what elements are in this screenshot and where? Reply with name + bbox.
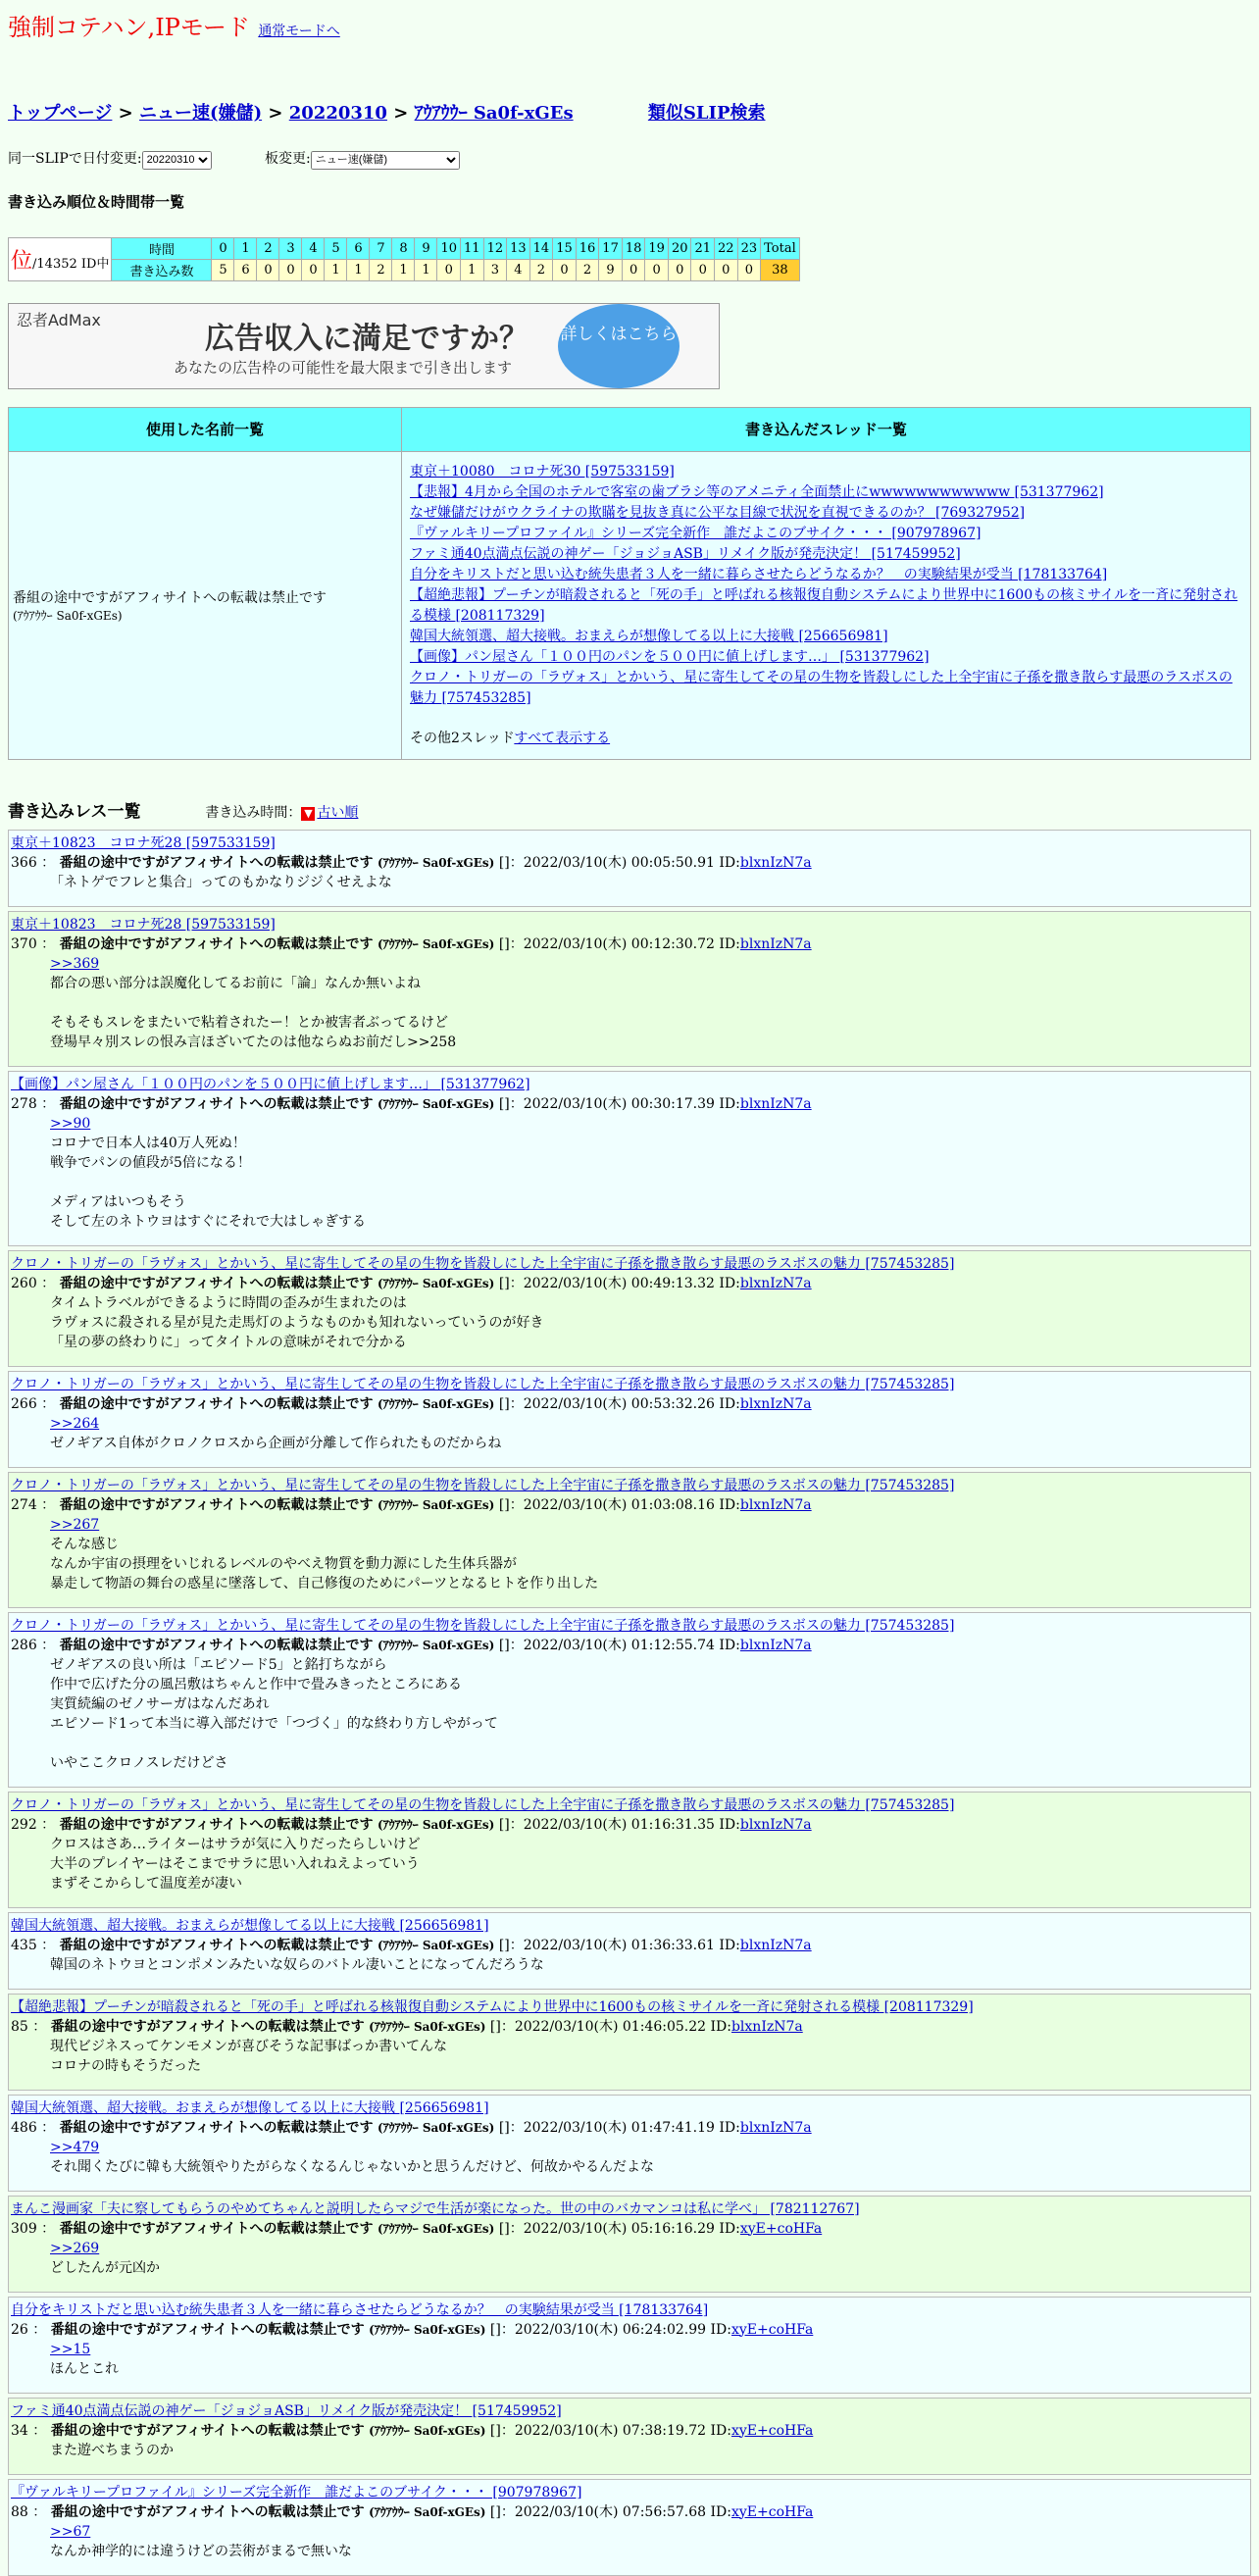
post-line: そんな感じ xyxy=(50,1536,119,1552)
thread-link[interactable]: クロノ・トリガーの「ラヴォス」とかいう、星に寄生してその星の生物を皆殺しにした上全宇宙に子孫を撒き散らす最悪のラスボスの魅力 [757453285] xyxy=(410,669,1233,706)
hour-cell: 22 xyxy=(715,237,738,259)
post-line: なんか神学的には違うけどの芸術がまるで無いな xyxy=(50,2543,352,2559)
post xyxy=(8,1912,1251,1990)
hour-cell: 14 xyxy=(529,237,553,259)
post-name: 番組の途中ですがアフィサイトへの転載は禁止です xyxy=(59,1395,374,1412)
post-line: 韓国のネトウヨとコンポメンみたいな奴らのバトル凄いことになってんだろうな xyxy=(50,1956,544,1973)
post-slip: (ｱｳｱｳｳｰ Sa0f-xGEs) xyxy=(369,2322,486,2337)
post-name: 番組の途中ですがアフィサイトへの転載は禁止です xyxy=(50,2018,365,2035)
post-date: []：2022/03/10(木) 07:56:57.68 ID: xyxy=(489,2503,731,2520)
post-thread-link[interactable]: クロノ・トリガーの「ラヴォス」とかいう、星に寄生してその星の生物を皆殺しにした上全宇宙に子孫を撒き散らす最悪のラスボスの魅力 [757453285] xyxy=(11,1477,955,1493)
post xyxy=(8,830,1251,907)
count-cell: 0 xyxy=(302,259,325,280)
post-name: 番組の途中ですがアフィサイトへの転載は禁止です xyxy=(59,1637,374,1653)
responses-header xyxy=(8,797,1251,822)
count-cell: 1 xyxy=(325,259,347,280)
thread-link[interactable]: 【超絶悲報】プーチンが暗殺されると「死の手」と呼ばれる核報復自動システムにより世界中に1600もの核ミサイルを一斉に発射される模様 [208117329] xyxy=(410,586,1238,624)
post-slip: (ｱｳｱｳｳｰ Sa0f-xGEs) xyxy=(378,936,495,951)
post-meta: 266 ： 番組の途中ですがアフィサイトへの転載は禁止です (ｱｳｱｳｳｰ Sa0f-xGEs) []：2022/03/10(木) 00:53:32.26 ID:blxnIzN7a xyxy=(11,1395,812,1412)
post-id-link[interactable]: blxnIzN7a xyxy=(739,1496,812,1513)
post-thread-link[interactable]: 韓国大統領選、超大接戦。おまえらが想像してる以上に大接戦 [256656981] xyxy=(11,2099,489,2116)
post-blank-line xyxy=(50,1173,1248,1192)
post-body xyxy=(11,1414,1248,1453)
post-slip: (ｱｳｱｳｳｰ Sa0f-xGEs) xyxy=(369,2423,486,2438)
ad-banner[interactable] xyxy=(8,303,720,389)
post-thread-link[interactable]: 韓国大統領選、超大接戦。おまえらが想像してる以上に大接戦 [256656981] xyxy=(11,1917,489,1934)
post-name: 番組の途中ですがアフィサイトへの転載は禁止です xyxy=(59,935,374,952)
select-row xyxy=(8,148,1251,170)
post-number: 370 xyxy=(11,935,37,952)
post xyxy=(8,1472,1251,1608)
post-id-link[interactable]: blxnIzN7a xyxy=(739,1275,812,1291)
hour-cell: 0 xyxy=(212,237,234,259)
post-date: []：2022/03/10(木) 01:47:41.19 ID: xyxy=(498,2119,740,2136)
thread-list xyxy=(410,462,1242,709)
post-body xyxy=(11,2340,1248,2379)
count-cell: 0 xyxy=(622,259,645,280)
post-date: []：2022/03/10(木) 00:53:32.26 ID: xyxy=(498,1395,740,1412)
post-meta: 309 ： 番組の途中ですがアフィサイトへの転載は禁止です (ｱｳｱｳｳｰ Sa0f-xGEs) []：2022/03/10(木) 05:16:16.29 ID:xyE+coHFa xyxy=(11,2220,823,2237)
post-thread-link[interactable]: 東京＋10823 コロナ死28 [597533159] xyxy=(11,834,276,851)
date-change-label: 同一SLIPで日付変更: xyxy=(8,151,142,167)
post xyxy=(8,2297,1251,2394)
order-control xyxy=(205,805,358,821)
count-cell: 0 xyxy=(691,259,715,280)
hour-cell: 23 xyxy=(737,237,761,259)
post-id-link[interactable]: blxnIzN7a xyxy=(739,935,812,952)
post-meta: 34 ： 番組の途中ですがアフィサイトへの転載は禁止です (ｱｳｱｳｳｰ Sa0f-xGEs) []：2022/03/10(木) 07:38:19.72 ID:xyE+coHFa xyxy=(11,2422,814,2439)
post-line: 実質続編のゼノサーガはなんだあれ xyxy=(50,1695,270,1712)
post-line: 作中で広げた分の風呂敷はちゃんと作中で畳みきったところにある xyxy=(50,1676,462,1692)
anchor-link[interactable]: >>267 xyxy=(50,1516,100,1533)
post-id-link[interactable]: blxnIzN7a xyxy=(739,1395,812,1412)
post-line: そもそもスレをまたいで粘着されたー！とか被害者ぶってるけど xyxy=(50,1014,448,1031)
rank-mark: 位 xyxy=(11,248,33,274)
post-thread-link[interactable]: 【画像】パン屋さん「１００円のパンを５００円に値上げします…」 [531377962] xyxy=(11,1076,530,1092)
post-meta: 260 ： 番組の途中ですがアフィサイトへの転載は禁止です (ｱｳｱｳｳｰ Sa0f-xGEs) []：2022/03/10(木) 00:49:13.32 ID:blxnIzN7a xyxy=(11,1275,812,1291)
post-date: []：2022/03/10(木) 01:46:05.22 ID: xyxy=(489,2018,731,2035)
hour-cell: 2 xyxy=(257,237,279,259)
count-cell: 6 xyxy=(234,259,257,280)
post xyxy=(8,1250,1251,1367)
post-line: 「星の夢の終わりに」ってタイトルの意味がそれで分かる xyxy=(50,1334,407,1350)
post-date: []：2022/03/10(木) 01:36:33.61 ID: xyxy=(498,1937,740,1953)
post-id-link[interactable]: xyE+coHFa xyxy=(730,2503,814,2520)
hour-cell: 5 xyxy=(325,237,347,259)
count-cell: 0 xyxy=(668,259,691,280)
date-select[interactable] xyxy=(142,151,212,170)
post-id-link[interactable]: blxnIzN7a xyxy=(739,2119,812,2136)
post xyxy=(8,1994,1251,2091)
post-slip: (ｱｳｱｳｳｰ Sa0f-xGEs) xyxy=(378,1817,495,1832)
post xyxy=(8,2196,1251,2293)
hour-cell: 9 xyxy=(415,237,437,259)
post-number: 278 xyxy=(11,1095,37,1112)
post-slip: (ｱｳｱｳｳｰ Sa0f-xGEs) xyxy=(378,1497,495,1512)
count-cell: 4 xyxy=(507,259,530,280)
hour-cell: 12 xyxy=(483,237,507,259)
post-id-link[interactable]: blxnIzN7a xyxy=(739,1816,812,1833)
post-number: 260 xyxy=(11,1275,37,1291)
post-line: 戦争でパンの値段が5倍になる！ xyxy=(50,1154,251,1171)
post-meta: 292 ： 番組の途中ですがアフィサイトへの転載は禁止です (ｱｳｱｳｳｰ Sa0f-xGEs) []：2022/03/10(木) 01:16:31.35 ID:blxnIzN7a xyxy=(11,1816,812,1833)
post-body xyxy=(11,1293,1248,1352)
hour-cell: 8 xyxy=(392,237,415,259)
post-line: なんか宇宙の摂理をいじれるレベルのやべえ物質を動力源にした生体兵器が xyxy=(50,1555,517,1572)
post-date: []：2022/03/10(木) 05:16:16.29 ID: xyxy=(498,2220,740,2237)
post-number: 85 xyxy=(11,2018,28,2035)
post-id-link[interactable]: xyE+coHFa xyxy=(730,2321,814,2338)
post-body xyxy=(11,2239,1248,2278)
board-select[interactable] xyxy=(311,151,460,170)
count-cell: 3 xyxy=(483,259,507,280)
hour-cell: 3 xyxy=(279,237,302,259)
breadcrumb-sep: > xyxy=(118,103,133,124)
anchor-link[interactable]: >>369 xyxy=(50,955,100,972)
post-meta: 366 ： 番組の途中ですがアフィサイトへの転載は禁止です (ｱｳｱｳｳｰ Sa0f-xGEs) []：2022/03/10(木) 00:05:50.91 ID:blxnIzN7a xyxy=(11,854,812,871)
post-line: 暴走して物語の舞台の惑星に墜落して、自己修復のためにパーツとなるヒトを作り出した xyxy=(50,1575,599,1591)
post-body xyxy=(11,2522,1248,2561)
post-body xyxy=(11,2441,1248,2460)
post-id-link[interactable]: blxnIzN7a xyxy=(739,1095,812,1112)
breadcrumb-top[interactable]: トップページ xyxy=(8,103,113,124)
ad-cta[interactable]: 詳しくはこちら xyxy=(558,304,680,388)
post-thread-link[interactable]: ファミ通40点満点伝説の神ゲー「ジョジョASB」リメイク版が発売決定！ [517459952] xyxy=(11,2402,562,2419)
post xyxy=(8,1612,1251,1788)
similar-slip-search-link[interactable]: 類似SLIP検索 xyxy=(647,103,766,124)
post-body xyxy=(11,1655,1248,1773)
post-body xyxy=(11,1515,1248,1593)
post-number: 266 xyxy=(11,1395,37,1412)
post-slip: (ｱｳｱｳｳｰ Sa0f-xGEs) xyxy=(378,855,495,870)
hour-cell: 6 xyxy=(347,237,370,259)
post xyxy=(8,2095,1251,2192)
post-number: 274 xyxy=(11,1496,37,1513)
show-all-link[interactable]: すべて表示する xyxy=(514,730,611,746)
post-meta: 370 ： 番組の途中ですがアフィサイトへの転載は禁止です (ｱｳｱｳｳｰ Sa0f-xGEs) []：2022/03/10(木) 00:12:30.72 ID:blxnIzN7a xyxy=(11,935,812,952)
thread-link[interactable]: 韓国大統領選、超大接戦。おまえらが想像してる以上に大接戦 [256656981] xyxy=(410,628,888,644)
ranking-table xyxy=(8,237,800,281)
post-thread-link[interactable]: 東京＋10823 コロナ死28 [597533159] xyxy=(11,916,276,933)
order-label: 書き込み時間： xyxy=(205,804,302,821)
other-threads xyxy=(410,729,1242,749)
breadcrumb-board[interactable]: ニュー速(嫌儲) xyxy=(139,103,263,124)
post-line: クロスはさあ…ライターはサラが気に入りだったらしいけど xyxy=(50,1836,421,1852)
hour-cell: 11 xyxy=(461,237,484,259)
post-body xyxy=(11,873,1248,892)
post-name: 番組の途中ですがアフィサイトへの転載は禁止です xyxy=(59,1095,374,1112)
post-date: []：2022/03/10(木) 00:12:30.72 ID: xyxy=(498,935,740,952)
hour-cell: 18 xyxy=(622,237,645,259)
thread-link[interactable]: ファミ通40点満点伝説の神ゲー「ジョジョASB」リメイク版が発売決定！ [517459952] xyxy=(410,545,961,562)
sort-down-icon: ▼ xyxy=(301,807,315,821)
post-line: 都合の悪い部分は誤魔化してるお前に「論」なんか無いよね xyxy=(50,975,421,991)
post-line: 現代ビジネスってケンモメンが喜びそうな記事ばっか書いてんな xyxy=(50,2038,448,2054)
hour-cell: 13 xyxy=(507,237,530,259)
post-line: コロナの時もそうだった xyxy=(50,2057,201,2074)
rank-of: /14352 ID中 xyxy=(32,256,110,272)
post-id-link[interactable]: blxnIzN7a xyxy=(739,854,812,871)
ad-headline: 広告収入に満足ですか？ xyxy=(205,321,529,356)
post-date: []：2022/03/10(木) 01:16:31.35 ID: xyxy=(498,1816,740,1833)
post-line: ほんとこれ xyxy=(50,2360,119,2377)
post-name: 番組の途中ですがアフィサイトへの転載は禁止です xyxy=(50,2503,365,2520)
normal-mode-link[interactable]: 通常モードへ xyxy=(258,24,340,39)
post-meta: 278 ： 番組の途中ですがアフィサイトへの転載は禁止です (ｱｳｱｳｳｰ Sa0f-xGEs) []：2022/03/10(木) 00:30:17.39 ID:blxnIzN7a xyxy=(11,1095,812,1112)
post-line: それ聞くたびに韓も大統領やりたがらなくなるんじゃないかと思うんだけど、何故かやるんだよな xyxy=(50,2158,654,2175)
post-line: ラヴォスに殺される星が見た走馬灯のようなものかも知れないっていうのが好き xyxy=(50,1314,544,1331)
post-body xyxy=(11,954,1248,1052)
post-name: 番組の途中ですがアフィサイトへの転載は禁止です xyxy=(59,1496,374,1513)
post-name: 番組の途中ですがアフィサイトへの転載は禁止です xyxy=(59,1816,374,1833)
post-number: 486 xyxy=(11,2119,37,2136)
post xyxy=(8,1071,1251,1246)
post-thread-link[interactable]: 自分をキリストだと思い込む統失患者３人を一緒に暮らさせたらどうなるか？ の実験結果が受当 [178133764] xyxy=(11,2301,709,2318)
post-thread-link[interactable]: クロノ・トリガーの「ラヴォス」とかいう、星に寄生してその星の生物を皆殺しにした上全宇宙に子孫を撒き散らす最悪のラスボスの魅力 [757453285] xyxy=(11,1376,955,1392)
count-cell: 1 xyxy=(415,259,437,280)
post-id-link[interactable]: xyE+coHFa xyxy=(730,2422,814,2439)
post-number: 292 xyxy=(11,1816,37,1833)
count-cell: 1 xyxy=(461,259,484,280)
names-header: 使用した名前一覧 xyxy=(9,407,402,451)
post-id-link[interactable]: blxnIzN7a xyxy=(739,1937,812,1953)
post-line: 「ネトゲでフレと集合」ってのもかなりジジくせえよな xyxy=(50,874,392,890)
post-line: タイムトラベルができるように時間の歪みが生まれたのは xyxy=(50,1294,407,1311)
hour-cell: 10 xyxy=(437,237,461,259)
post-line: いやここクロノスレだけどさ xyxy=(50,1754,228,1771)
post-line: そして左のネトウヨはすぐにそれで大はしゃぎする xyxy=(50,1213,366,1230)
post-thread-link[interactable]: クロノ・トリガーの「ラヴォス」とかいう、星に寄生してその星の生物を皆殺しにした上全宇宙に子孫を撒き散らす最悪のラスボスの魅力 [757453285] xyxy=(11,1617,955,1634)
post-list xyxy=(8,830,1251,2576)
time-label: 時間 xyxy=(112,237,212,259)
post-slip: (ｱｳｱｳｳｰ Sa0f-xGEs) xyxy=(378,1276,495,1290)
post-date: []：2022/03/10(木) 07:38:19.72 ID: xyxy=(489,2422,731,2439)
post-date: []：2022/03/10(木) 06:24:02.99 ID: xyxy=(489,2321,731,2338)
post-thread-link[interactable]: クロノ・トリガーの「ラヴォス」とかいう、星に寄生してその星の生物を皆殺しにした上全宇宙に子孫を撒き散らす最悪のラスボスの魅力 [757453285] xyxy=(11,1255,955,1272)
responses-title: 書き込みレス一覧 xyxy=(8,801,141,822)
count-cell: 1 xyxy=(392,259,415,280)
post-line: メディアはいつもそう xyxy=(50,1193,186,1210)
post-slip: (ｱｳｱｳｳｰ Sa0f-xGEs) xyxy=(378,2221,495,2236)
total-header: Total xyxy=(761,237,800,259)
count-cell: 9 xyxy=(599,259,623,280)
post-name: 番組の途中ですがアフィサイトへの転載は禁止です xyxy=(59,854,374,871)
used-name-slip: (ｱｳｱｳｳｰ Sa0f-xGEs) xyxy=(13,608,123,623)
post-slip: (ｱｳｱｳｳｰ Sa0f-xGEs) xyxy=(378,1938,495,1952)
post-body xyxy=(11,2037,1248,2076)
page-header xyxy=(8,8,1251,42)
hour-cell: 4 xyxy=(302,237,325,259)
post-number: 286 xyxy=(11,1637,37,1653)
used-name: 番組の途中ですがアフィサイトへの転載は禁止です xyxy=(13,589,327,606)
breadcrumb-slip[interactable]: ｱｳｱｳｳｰ Sa0f-xGEs xyxy=(414,103,574,124)
post-thread-link[interactable]: まんこ漫画家「夫に察してもらうのやめてちゃんと説明したらマジで生活が楽になった。世の中のバカマンコは私に学べ」 [782112767] xyxy=(11,2200,860,2217)
hour-cell: 15 xyxy=(553,237,577,259)
post-thread-link[interactable]: 【超絶悲報】プーチンが暗殺されると「死の手」と呼ばれる核報復自動システムにより世界中に1600もの核ミサイルを一斉に発射される模様 [208117329] xyxy=(11,1998,974,2015)
post-meta: 486 ： 番組の途中ですがアフィサイトへの転載は禁止です (ｱｳｱｳｳｰ Sa0f-xGEs) []：2022/03/10(木) 01:47:41.19 ID:blxnIzN7a xyxy=(11,2119,812,2136)
post-line: まずそこからして温度差が凄い xyxy=(50,1875,242,1892)
post xyxy=(8,2398,1251,2475)
post-id-link[interactable]: xyE+coHFa xyxy=(739,2220,823,2237)
ranking-title: 書き込み順位＆時間帯一覧 xyxy=(8,192,185,211)
breadcrumb-sep: > xyxy=(268,103,283,124)
breadcrumb-sep: > xyxy=(393,103,409,124)
thread-link[interactable]: 自分をキリストだと思い込む統失患者３人を一緒に暮らさせたらどうなるか？ の実験結果が受当 [178133764] xyxy=(410,566,1108,582)
post-date: []：2022/03/10(木) 01:12:55.74 ID: xyxy=(498,1637,740,1653)
post-thread-link[interactable]: 『ヴァルキリープロファイル』シリーズ完全新作 誰だよこのブサイク・・・ [907978967] xyxy=(11,2484,582,2500)
count-cell: 0 xyxy=(437,259,461,280)
post-line: ゼノギアス自体がクロノクロスから企画が分離して作られたものだからね xyxy=(50,1435,502,1451)
other-threads-prefix: その他2スレッド xyxy=(410,730,515,746)
post xyxy=(8,1792,1251,1908)
post-body xyxy=(11,2138,1248,2177)
post-number: 435 xyxy=(11,1937,37,1953)
thread-link[interactable]: 【悲報】4月から全国のホテルで客室の歯ブラシ等のアメニティ全面禁止にwwwwwwwwwwww [531377962] xyxy=(410,483,1104,500)
count-cell: 2 xyxy=(529,259,553,280)
count-cell: 2 xyxy=(576,259,599,280)
post-line: コロナで日本人は40万人死ぬ！ xyxy=(50,1135,246,1151)
post-line: また遊べちまうのか xyxy=(50,2442,174,2458)
anchor-link[interactable]: >>269 xyxy=(50,2240,100,2256)
post-slip: (ｱｳｱｳｳｰ Sa0f-xGEs) xyxy=(378,1396,495,1411)
post-line: どしたんが元凶か xyxy=(50,2259,160,2276)
count-cell: 2 xyxy=(370,259,392,280)
ad-brand: 忍者AdMax xyxy=(17,310,101,329)
count-cell: 0 xyxy=(645,259,669,280)
post-slip: (ｱｳｱｳｳｰ Sa0f-xGEs) xyxy=(378,2120,495,2135)
hour-cell: 7 xyxy=(370,237,392,259)
post-body xyxy=(11,1114,1248,1232)
post-meta: 85 ： 番組の途中ですがアフィサイトへの転載は禁止です (ｱｳｱｳｳｰ Sa0f-xGEs) []：2022/03/10(木) 01:46:05.22 ID:blxnIzN7a xyxy=(11,2018,803,2035)
anchor-link[interactable]: >>67 xyxy=(50,2523,91,2540)
post-name: 番組の途中ですがアフィサイトへの転載は禁止です xyxy=(59,2119,374,2136)
rank-position xyxy=(9,237,112,280)
post-slip: (ｱｳｱｳｳｰ Sa0f-xGEs) xyxy=(369,2504,486,2519)
post-line: エピソード1って本当に導入部だけで「つづく」的な終わり方しやがって xyxy=(50,1715,498,1732)
post xyxy=(8,911,1251,1067)
post-name: 番組の途中ですがアフィサイトへの転載は禁止です xyxy=(50,2422,365,2439)
threads-header: 書き込んだスレッド一覧 xyxy=(402,407,1251,451)
post-meta: 435 ： 番組の途中ですがアフィサイトへの転載は禁止です (ｱｳｱｳｳｰ Sa0f-xGEs) []：2022/03/10(木) 01:36:33.61 ID:blxnIzN7a xyxy=(11,1937,812,1953)
hour-cell: 21 xyxy=(691,237,715,259)
order-oldest-link[interactable]: 古い順 xyxy=(317,804,359,821)
mode-title: 強制コテハン,IPモード xyxy=(8,14,250,41)
post xyxy=(8,1371,1251,1468)
anchor-link[interactable]: >>264 xyxy=(50,1415,100,1432)
summary-table xyxy=(8,407,1251,760)
post-number: 34 xyxy=(11,2422,28,2439)
thread-link[interactable]: 東京＋10080 コロナ死30 [597533159] xyxy=(410,463,675,480)
count-cell: 5 xyxy=(212,259,234,280)
post-number: 88 xyxy=(11,2503,28,2520)
anchor-link[interactable]: >>479 xyxy=(50,2139,100,2155)
post-date: []：2022/03/10(木) 01:03:08.16 ID: xyxy=(498,1496,740,1513)
post-number: 26 xyxy=(11,2321,28,2338)
post-date: []：2022/03/10(木) 00:30:17.39 ID: xyxy=(498,1095,740,1112)
count-cell: 0 xyxy=(737,259,761,280)
count-cell: 1 xyxy=(347,259,370,280)
post-meta: 274 ： 番組の途中ですがアフィサイトへの転載は禁止です (ｱｳｱｳｳｰ Sa0f-xGEs) []：2022/03/10(木) 01:03:08.16 ID:blxnIzN7a xyxy=(11,1496,812,1513)
post-id-link[interactable]: blxnIzN7a xyxy=(730,2018,803,2035)
count-cell: 0 xyxy=(257,259,279,280)
hour-cell: 16 xyxy=(576,237,599,259)
post-name: 番組の途中ですがアフィサイトへの転載は禁止です xyxy=(59,1937,374,1953)
post-slip: (ｱｳｱｳｳｰ Sa0f-xGEs) xyxy=(378,1096,495,1111)
anchor-link[interactable]: >>90 xyxy=(50,1115,91,1132)
post-line: 大半のプレイヤーはそこまでサラに思い入れねえよっていう xyxy=(50,1855,420,1872)
board-change-label: 板変更: xyxy=(265,151,311,167)
post-date: []：2022/03/10(木) 00:05:50.91 ID: xyxy=(498,854,740,871)
breadcrumb xyxy=(8,99,1251,125)
post-body xyxy=(11,1835,1248,1894)
hour-cell: 17 xyxy=(599,237,623,259)
post-line: 登場早々別スレの恨み言ほざいてたのは他ならぬお前だし>>258 xyxy=(50,1034,457,1050)
thread-link[interactable]: 【画像】パン屋さん「１００円のパンを５００円に値上げします…」 [531377962] xyxy=(410,648,930,665)
post-meta: 88 ： 番組の途中ですがアフィサイトへの転載は禁止です (ｱｳｱｳｳｰ Sa0f-xGEs) []：2022/03/10(木) 07:56:57.68 ID:xyE+coHFa xyxy=(11,2503,814,2520)
hour-cell: 20 xyxy=(668,237,691,259)
count-cell: 0 xyxy=(715,259,738,280)
post-body xyxy=(11,1955,1248,1975)
threads-cell xyxy=(402,451,1251,759)
post xyxy=(8,2479,1251,2576)
name-cell xyxy=(9,451,402,759)
post-number: 366 xyxy=(11,854,37,871)
post-line: ゼノギアスの良い所は「エピソード5」と銘打ちながら xyxy=(50,1656,387,1673)
post-date: []：2022/03/10(木) 00:49:13.32 ID: xyxy=(498,1275,740,1291)
post-name: 番組の途中ですがアフィサイトへの転載は禁止です xyxy=(59,1275,374,1291)
ad-subtext: あなたの広告枠の可能性を最大限まで引き出します xyxy=(174,358,513,377)
post-blank-line xyxy=(50,993,1248,1013)
post-name: 番組の途中ですがアフィサイトへの転載は禁止です xyxy=(59,2220,374,2237)
post-thread-link[interactable]: クロノ・トリガーの「ラヴォス」とかいう、星に寄生してその星の生物を皆殺しにした上全宇宙に子孫を撒き散らす最悪のラスボスの魅力 [757453285] xyxy=(11,1796,955,1813)
count-cell: 0 xyxy=(553,259,577,280)
thread-link[interactable]: なぜ嫌儲だけがウクライナの欺瞞を見抜き真に公平な目線で状況を直視できるのか？ [769327952] xyxy=(410,504,1026,521)
breadcrumb-date[interactable]: 20220310 xyxy=(288,103,387,124)
hour-cell: 1 xyxy=(234,237,257,259)
count-label: 書き込み数 xyxy=(112,259,212,280)
post-meta: 26 ： 番組の途中ですがアフィサイトへの転載は禁止です (ｱｳｱｳｳｰ Sa0f-xGEs) []：2022/03/10(木) 06:24:02.99 ID:xyE+coHFa xyxy=(11,2321,814,2338)
thread-link[interactable]: 『ヴァルキリープロファイル』シリーズ完全新作 誰だよこのブサイク・・・ [907978967] xyxy=(410,525,982,541)
post-id-link[interactable]: blxnIzN7a xyxy=(739,1637,812,1653)
total-count: 38 xyxy=(761,259,800,280)
count-cell: 0 xyxy=(279,259,302,280)
post-meta: 286 ： 番組の途中ですがアフィサイトへの転載は禁止です (ｱｳｱｳｳｰ Sa0f-xGEs) []：2022/03/10(木) 01:12:55.74 ID:blxnIzN7a xyxy=(11,1637,812,1653)
post-name: 番組の途中ですがアフィサイトへの転載は禁止です xyxy=(50,2321,365,2338)
post-blank-line xyxy=(50,1734,1248,1753)
post-number: 309 xyxy=(11,2220,37,2237)
anchor-link[interactable]: >>15 xyxy=(50,2341,91,2357)
post-slip: (ｱｳｱｳｳｰ Sa0f-xGEs) xyxy=(378,1638,495,1652)
hour-cell: 19 xyxy=(645,237,669,259)
post-slip: (ｱｳｱｳｳｰ Sa0f-xGEs) xyxy=(369,2019,486,2034)
